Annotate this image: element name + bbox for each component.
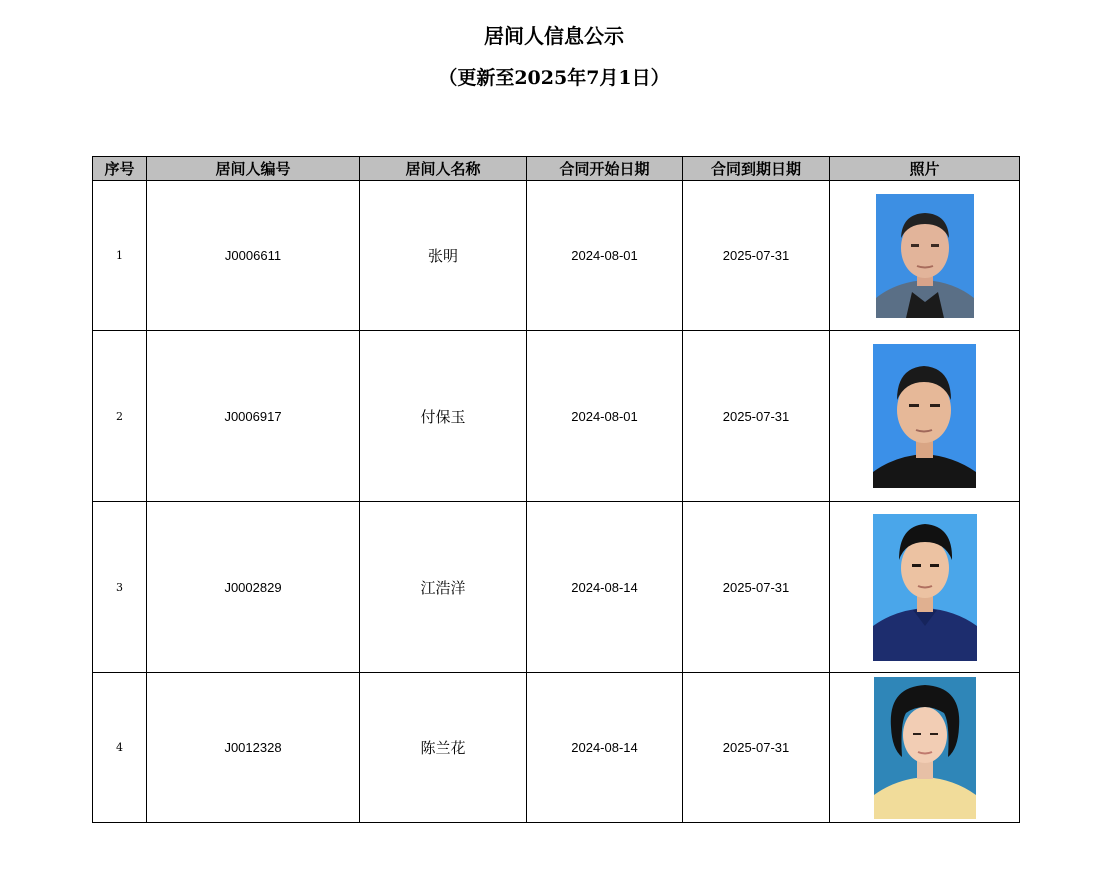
table-row — [93, 181, 1020, 331]
row-broker-name: 付保玉 — [360, 331, 527, 502]
row-end-date: 2025-07-31 — [683, 502, 830, 673]
header-end-date: 合同到期日期 — [683, 157, 830, 181]
table-row — [93, 502, 1020, 673]
header-broker-id: 居间人编号 — [147, 157, 360, 181]
header-start-date: 合同开始日期 — [527, 157, 683, 181]
person-photo-icon — [873, 344, 976, 488]
table-row — [93, 331, 1020, 502]
header-index: 序号 — [93, 157, 147, 181]
row-start-date: 2024-08-01 — [527, 331, 683, 502]
person-photo-icon — [874, 677, 976, 819]
row-broker-id: J0012328 — [147, 673, 360, 823]
row-photo-cell — [830, 502, 1020, 673]
row-photo-cell — [830, 181, 1020, 331]
broker-table — [92, 156, 1020, 823]
row-index: 1 — [93, 181, 147, 331]
row-start-date: 2024-08-14 — [527, 502, 683, 673]
table-header-row — [93, 157, 1020, 181]
row-broker-name: 张明 — [360, 181, 527, 331]
row-broker-id: J0002829 — [147, 502, 360, 673]
row-photo-cell — [830, 331, 1020, 502]
row-broker-name: 陈兰花 — [360, 673, 527, 823]
table-row — [93, 673, 1020, 823]
row-end-date: 2025-07-31 — [683, 331, 830, 502]
person-photo-icon — [876, 194, 974, 318]
row-start-date: 2024-08-01 — [527, 181, 683, 331]
row-start-date: 2024-08-14 — [527, 673, 683, 823]
header-broker-name: 居间人名称 — [360, 157, 527, 181]
row-broker-name: 江浩洋 — [360, 502, 527, 673]
row-broker-id: J0006917 — [147, 331, 360, 502]
header-photo: 照片 — [830, 157, 1020, 181]
page-subtitle: （更新至2025年7月1日） — [438, 67, 670, 89]
page-title: 居间人信息公示 — [484, 24, 624, 48]
row-index: 2 — [93, 331, 147, 502]
row-photo-cell — [830, 673, 1020, 823]
row-end-date: 2025-07-31 — [683, 673, 830, 823]
row-index: 4 — [93, 673, 147, 823]
row-end-date: 2025-07-31 — [683, 181, 830, 331]
row-index: 3 — [93, 502, 147, 673]
row-broker-id: J0006611 — [147, 181, 360, 331]
person-photo-icon — [873, 514, 977, 661]
